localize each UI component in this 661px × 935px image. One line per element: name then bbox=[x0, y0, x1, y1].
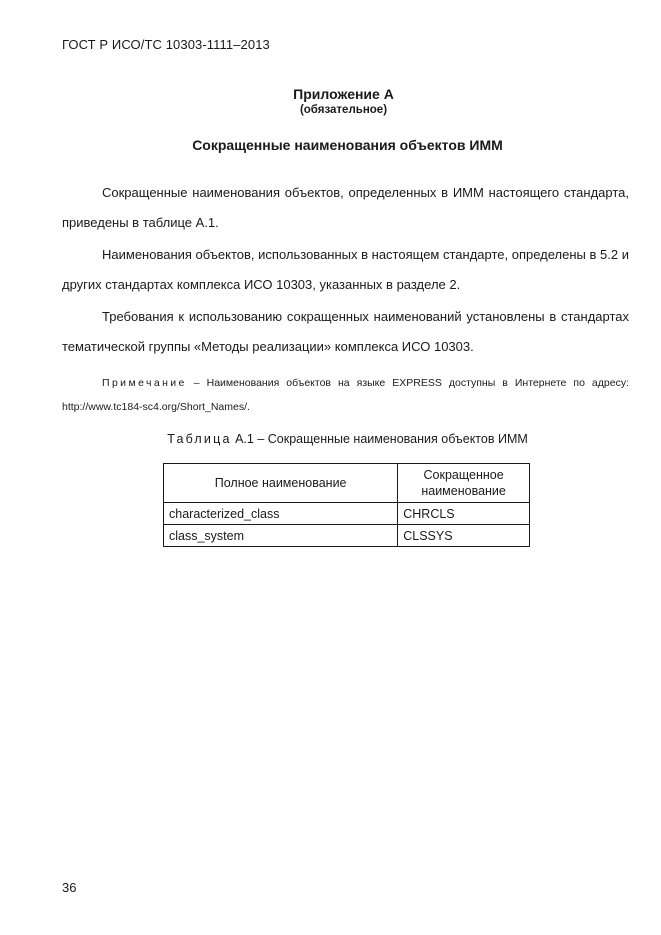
table-caption-text: А.1 – Сокращенные наименования объектов ИММ bbox=[231, 432, 528, 446]
document-code-header: ГОСТ Р ИСО/ТС 10303-1111–2013 bbox=[62, 37, 270, 52]
note-text: – Наименования объектов на языке EXPRESS доступны в Интернете по адресу: http://www.tc184-sc4.org/Short_Names/. bbox=[62, 377, 629, 413]
table-cell-short-name: CLSSYS bbox=[398, 525, 530, 547]
table-header-row bbox=[164, 464, 530, 503]
section-title: Сокращенные наименования объектов ИММ bbox=[192, 137, 503, 153]
paragraph: Сокращенные наименования объектов, определенных в ИММ настоящего стандарта, приведены в таблице А.1. bbox=[62, 185, 629, 230]
paragraph: Наименования объектов, использованных в настоящем стандарте, определены в 5.2 и других стандартах комплекса ИСО 10303, указанных в разделе 2. bbox=[62, 247, 629, 292]
table-caption-label: Таблица bbox=[167, 432, 232, 446]
note-label: Примечание bbox=[102, 377, 187, 389]
table-caption bbox=[0, 432, 661, 446]
table-row bbox=[164, 503, 530, 525]
abbreviation-table bbox=[163, 463, 530, 547]
note bbox=[62, 371, 629, 419]
table-cell-short-name: CHRCLS bbox=[398, 503, 530, 525]
column-header-short-name: Сокращенное наименование bbox=[398, 464, 530, 503]
table-cell-full-name: class_system bbox=[164, 525, 398, 547]
paragraph: Требования к использованию сокращенных наименований установлены в стандартах тематической группы «Методы реализации» комплекса ИСО 10303. bbox=[62, 309, 629, 354]
table-row bbox=[164, 525, 530, 547]
appendix-title: Приложение А bbox=[293, 86, 394, 102]
appendix-subtitle: (обязательное) bbox=[299, 104, 388, 116]
table-cell-full-name: characterized_class bbox=[164, 503, 398, 525]
page-number: 36 bbox=[62, 880, 77, 895]
column-header-full-name: Полное наименование bbox=[164, 464, 398, 503]
